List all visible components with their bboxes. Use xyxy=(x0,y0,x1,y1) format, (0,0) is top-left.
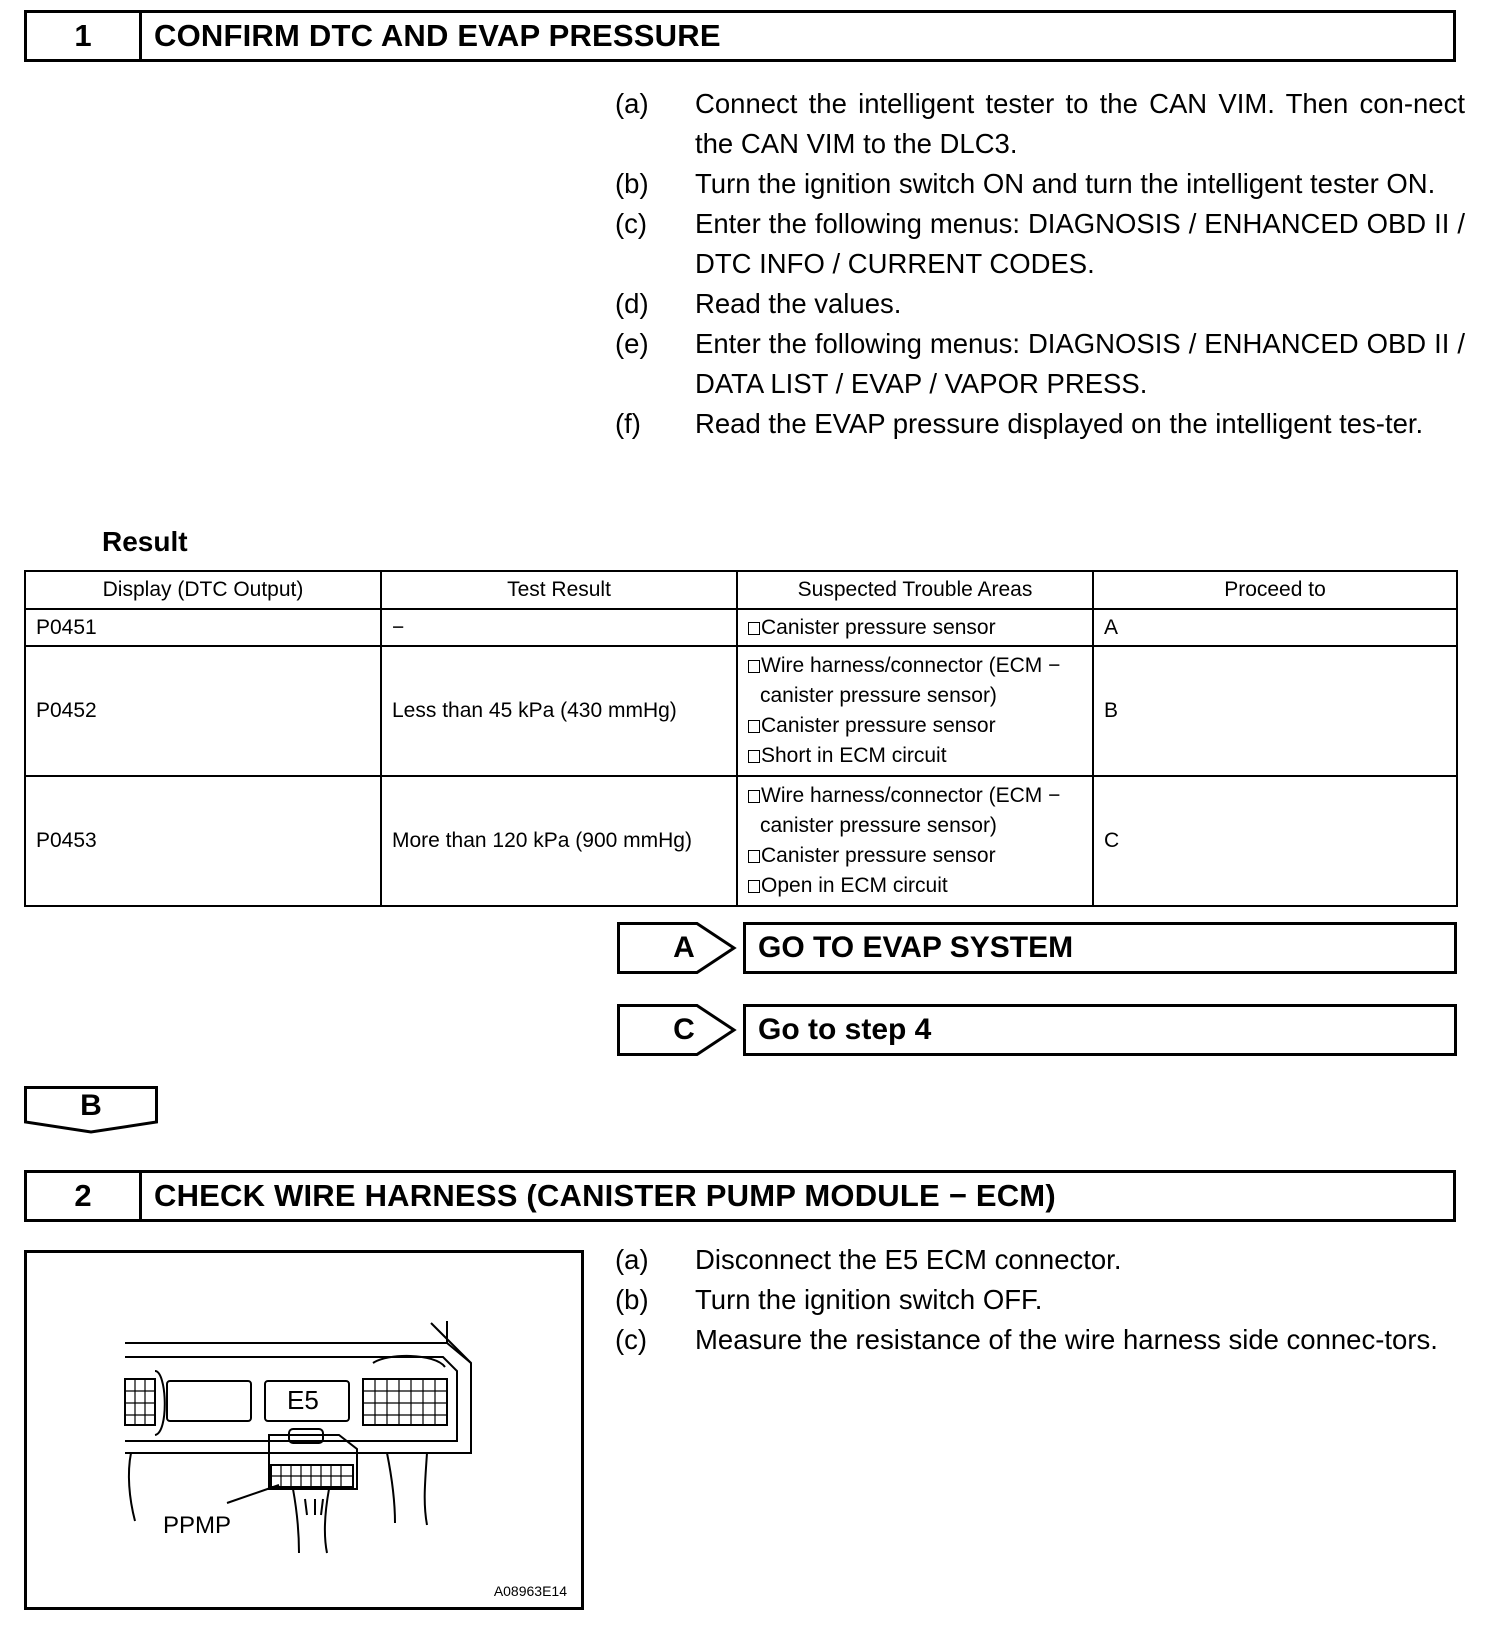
instruction-label: (e) xyxy=(615,328,649,359)
column-header: Suspected Trouble Areas xyxy=(737,571,1093,609)
instruction-text: Enter the following menus: DIAGNOSIS / ENHANCED OBD II / DATA LIST / EVAP / VAPOR PRESS. xyxy=(695,328,1465,399)
step-2-header xyxy=(24,1170,1456,1222)
column-header: Display (DTC Output) xyxy=(25,571,381,609)
instruction-item xyxy=(615,204,1465,284)
trouble-area-item xyxy=(748,616,1082,640)
instruction-text: Enter the following menus: DIAGNOSIS / ENHANCED OBD II / DTC INFO / CURRENT CODES. xyxy=(695,208,1465,279)
instruction-text: Disconnect the E5 ECM connector. xyxy=(695,1244,1122,1275)
instruction-label: (b) xyxy=(615,1284,649,1315)
instruction-text: Read the EVAP pressure displayed on the intelligent tes-ter. xyxy=(695,408,1424,439)
checkbox-glyph-icon xyxy=(748,660,760,673)
table-row xyxy=(25,646,1457,776)
instruction-text: Measure the resistance of the wire harness side connec-tors. xyxy=(695,1324,1438,1355)
instruction-item xyxy=(615,1240,1465,1280)
instruction-text: Read the values. xyxy=(695,288,902,319)
test-result-cell: More than 120 kPa (900 mmHg) xyxy=(381,776,737,906)
instruction-label: (b) xyxy=(615,168,649,199)
instruction-label: (d) xyxy=(615,288,649,319)
trouble-area-text: Short in ECM circuit xyxy=(761,744,947,767)
trouble-area-text: Open in ECM circuit xyxy=(761,874,948,897)
trouble-area-text: Wire harness/connector (ECM − xyxy=(761,654,1061,677)
trouble-areas-cell xyxy=(737,646,1093,776)
instruction-item xyxy=(615,164,1465,204)
trouble-area-item xyxy=(748,741,1082,771)
instruction-text: Turn the ignition switch ON and turn the intelligent tester ON. xyxy=(695,168,1436,199)
step-number: 2 xyxy=(27,1173,142,1219)
instruction-label: (a) xyxy=(615,1244,649,1275)
step-1-header xyxy=(24,10,1456,62)
checkbox-glyph-icon xyxy=(748,622,760,635)
result-heading: Result xyxy=(102,526,188,557)
instruction-item xyxy=(615,404,1465,444)
flow-branch-letter: B xyxy=(80,1089,102,1122)
connector-figure xyxy=(24,1250,584,1610)
checkbox-glyph-icon xyxy=(748,720,760,733)
step-title: CHECK WIRE HARNESS (CANISTER PUMP MODULE − ECM) xyxy=(154,1178,1056,1213)
trouble-area-item xyxy=(748,781,1082,811)
instruction-label: (c) xyxy=(615,208,648,239)
branch-letter: C xyxy=(673,1013,695,1046)
proceed-cell: B xyxy=(1093,646,1457,776)
instruction-text: Connect the intelligent tester to the CAN VIM. Then con-nect the CAN VIM to the DLC3. xyxy=(695,88,1465,159)
trouble-area-item: canister pressure sensor) xyxy=(760,814,997,837)
proceed-cell: A xyxy=(1093,609,1457,646)
column-header: Test Result xyxy=(381,571,737,609)
test-result-cell: Less than 45 kPa (430 mmHg) xyxy=(381,646,737,776)
step-title: CONFIRM DTC AND EVAP PRESSURE xyxy=(154,18,721,53)
instruction-label: (a) xyxy=(615,88,649,119)
instruction-label: (c) xyxy=(615,1324,648,1355)
result-table xyxy=(24,570,1458,907)
ecm-connector-illustration xyxy=(27,1253,581,1607)
dtc-cell: P0451 xyxy=(25,609,381,646)
step-1-instructions xyxy=(615,84,1465,444)
table-row xyxy=(25,609,1457,646)
checkbox-glyph-icon xyxy=(748,880,760,893)
trouble-area-item xyxy=(748,711,1082,741)
figure-code: A08963E14 xyxy=(493,1583,567,1599)
instruction-item xyxy=(615,84,1465,164)
table-header-row xyxy=(25,571,1457,609)
trouble-areas-cell xyxy=(737,776,1093,906)
step-2-instructions xyxy=(615,1240,1465,1360)
connector-label: E5 xyxy=(287,1385,319,1415)
callout-label: PPMP xyxy=(163,1512,232,1539)
trouble-area-text: Canister pressure sensor xyxy=(761,714,996,737)
proceed-cell: C xyxy=(1093,776,1457,906)
trouble-area-item xyxy=(748,841,1082,871)
instruction-item xyxy=(615,284,1465,324)
trouble-area-text: Wire harness/connector (ECM − xyxy=(761,784,1061,807)
dtc-cell: P0453 xyxy=(25,776,381,906)
trouble-area-text: Canister pressure sensor xyxy=(761,844,996,867)
trouble-area-item xyxy=(748,651,1082,681)
trouble-area-text: Canister pressure sensor xyxy=(761,615,996,639)
instruction-item xyxy=(615,1280,1465,1320)
instruction-item xyxy=(615,324,1465,404)
trouble-area-item: canister pressure sensor) xyxy=(760,684,997,707)
instruction-text: Turn the ignition switch OFF. xyxy=(695,1284,1043,1315)
checkbox-glyph-icon xyxy=(748,850,760,863)
checkbox-glyph-icon xyxy=(748,750,760,763)
branch-a xyxy=(617,922,1457,974)
dtc-cell: P0452 xyxy=(25,646,381,776)
instruction-item xyxy=(615,1320,1465,1360)
table-row xyxy=(25,776,1457,906)
trouble-area-item xyxy=(748,871,1082,901)
branch-letter: A xyxy=(673,931,695,964)
branch-action: Go to step 4 xyxy=(743,1004,1457,1056)
trouble-areas-cell xyxy=(737,609,1093,646)
checkbox-glyph-icon xyxy=(748,790,760,803)
branch-action: GO TO EVAP SYSTEM xyxy=(743,922,1457,974)
branch-c xyxy=(617,1004,1457,1056)
instruction-label: (f) xyxy=(615,408,641,439)
test-result-cell: − xyxy=(381,609,737,646)
step-number: 1 xyxy=(27,13,142,59)
column-header: Proceed to xyxy=(1093,571,1457,609)
